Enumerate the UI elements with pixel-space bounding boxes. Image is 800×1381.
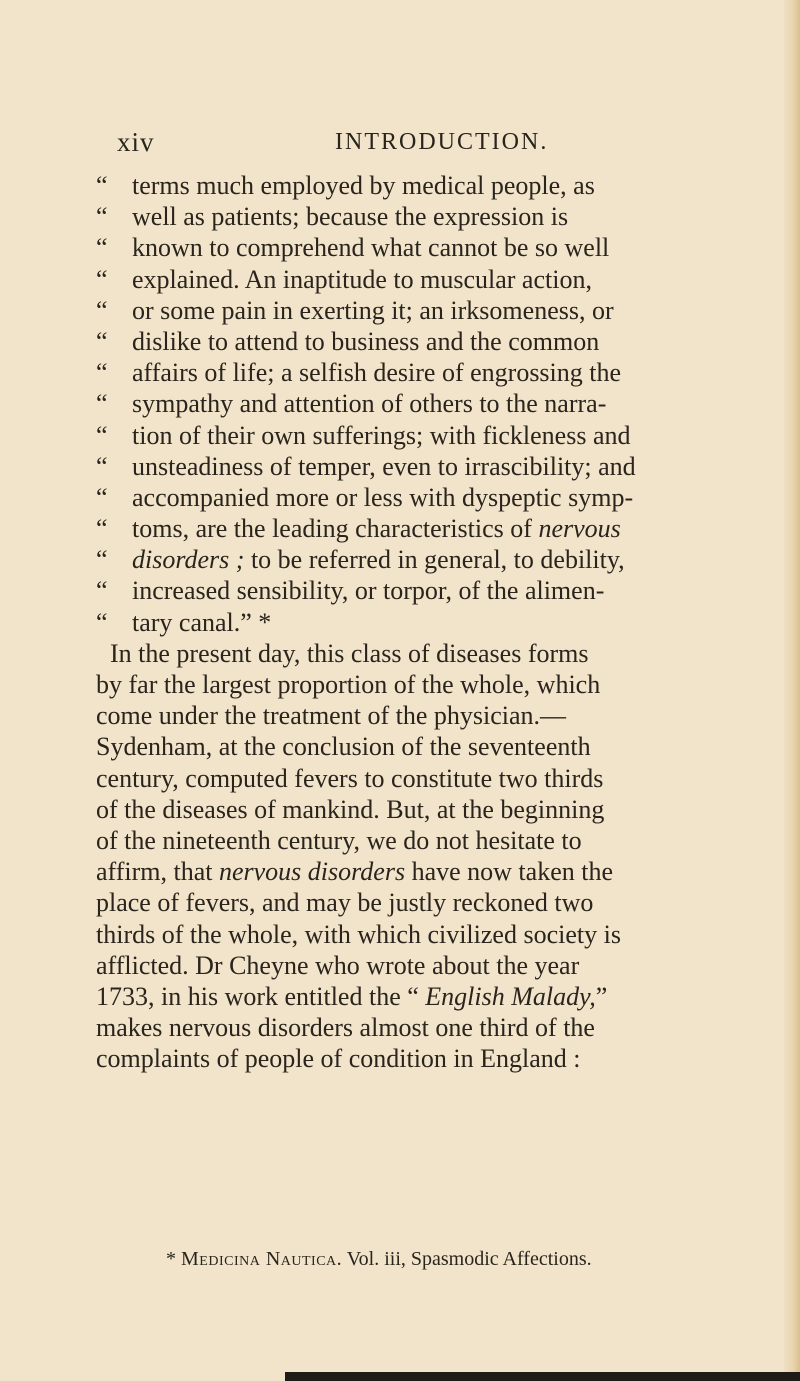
text-line: of the diseases of mankind. But, at the beginning bbox=[96, 794, 605, 824]
footnote-marker: * bbox=[166, 1248, 176, 1270]
footnote-reference: Vol. iii, Spasmodic Affections. bbox=[346, 1248, 592, 1270]
italic-phrase: disorders ; bbox=[132, 545, 245, 575]
footnote-source: Medicina Nautica. bbox=[181, 1248, 343, 1270]
text-line: “ sympathy and attention of others to the narra- bbox=[96, 389, 607, 419]
bottom-edge-shadow bbox=[285, 1372, 800, 1381]
text-line: “ dislike to attend to business and the common bbox=[96, 326, 600, 356]
text-line: “ tion of their own sufferings; with fickleness and bbox=[96, 420, 631, 450]
text-line: century, computed fevers to constitute two thirds bbox=[96, 763, 604, 793]
text-line: place of fevers, and may be justly reckoned two bbox=[96, 888, 594, 918]
text-line: “ well as patients; because the expression is bbox=[96, 202, 569, 232]
text-line: “ increased sensibility, or torpor, of the alimen- bbox=[96, 576, 605, 606]
text-line: complaints of people of condition in England : bbox=[96, 1044, 581, 1074]
page-header bbox=[117, 127, 737, 167]
text-line: makes nervous disorders almost one third of the bbox=[96, 1013, 595, 1043]
text-line: by far the largest proportion of the whole, which bbox=[96, 670, 601, 699]
italic-phrase: nervous disorders bbox=[218, 857, 406, 887]
page-edge bbox=[784, 0, 800, 1381]
paragraph-first-line: In the present day, this class of diseases forms bbox=[110, 638, 589, 668]
text-line: “ tary canal.” * bbox=[96, 607, 272, 637]
italic-phrase: nervous bbox=[538, 514, 621, 544]
text-line: “ explained. An inaptitude to muscular action, bbox=[96, 264, 592, 294]
text-line: afflicted. Dr Cheyne who wrote about the year bbox=[96, 950, 580, 980]
italic-phrase: English Malady, bbox=[425, 981, 596, 1011]
running-title: INTRODUCTION. bbox=[335, 129, 549, 155]
text-line: “ disorders ; to be referred in general, to debility, bbox=[96, 545, 625, 575]
footnote bbox=[166, 1248, 726, 1271]
text-line: “ unsteadiness of temper, even to irrascibility; and bbox=[96, 451, 636, 481]
text-line: “ or some pain in exerting it; an irksomeness, or bbox=[96, 295, 614, 325]
text-line: “ accompanied more or less with dyspeptic symp- bbox=[96, 482, 634, 512]
text-line: “ affairs of life; a selfish desire of engrossing the bbox=[96, 358, 622, 388]
text-line: “ known to comprehend what cannot be so well bbox=[96, 233, 610, 263]
text-line: “ toms, are the leading characteristics of nervous bbox=[96, 514, 621, 544]
text-line: Sydenham, at the conclusion of the seventeenth bbox=[96, 732, 591, 762]
text-line: thirds of the whole, with which civilized society is bbox=[96, 919, 621, 949]
text-line: “ terms much employed by medical people, as bbox=[96, 171, 595, 200]
body-text bbox=[96, 170, 746, 1074]
page-number: xiv bbox=[117, 127, 155, 157]
text-line: 1733, in his work entitled the “ English Malady,” bbox=[96, 981, 608, 1011]
text-line: of the nineteenth century, we do not hesitate to bbox=[96, 825, 582, 855]
text-line: come under the treatment of the physician.— bbox=[96, 701, 567, 731]
text-line: affirm, that nervous disorders have now taken the bbox=[96, 857, 614, 887]
